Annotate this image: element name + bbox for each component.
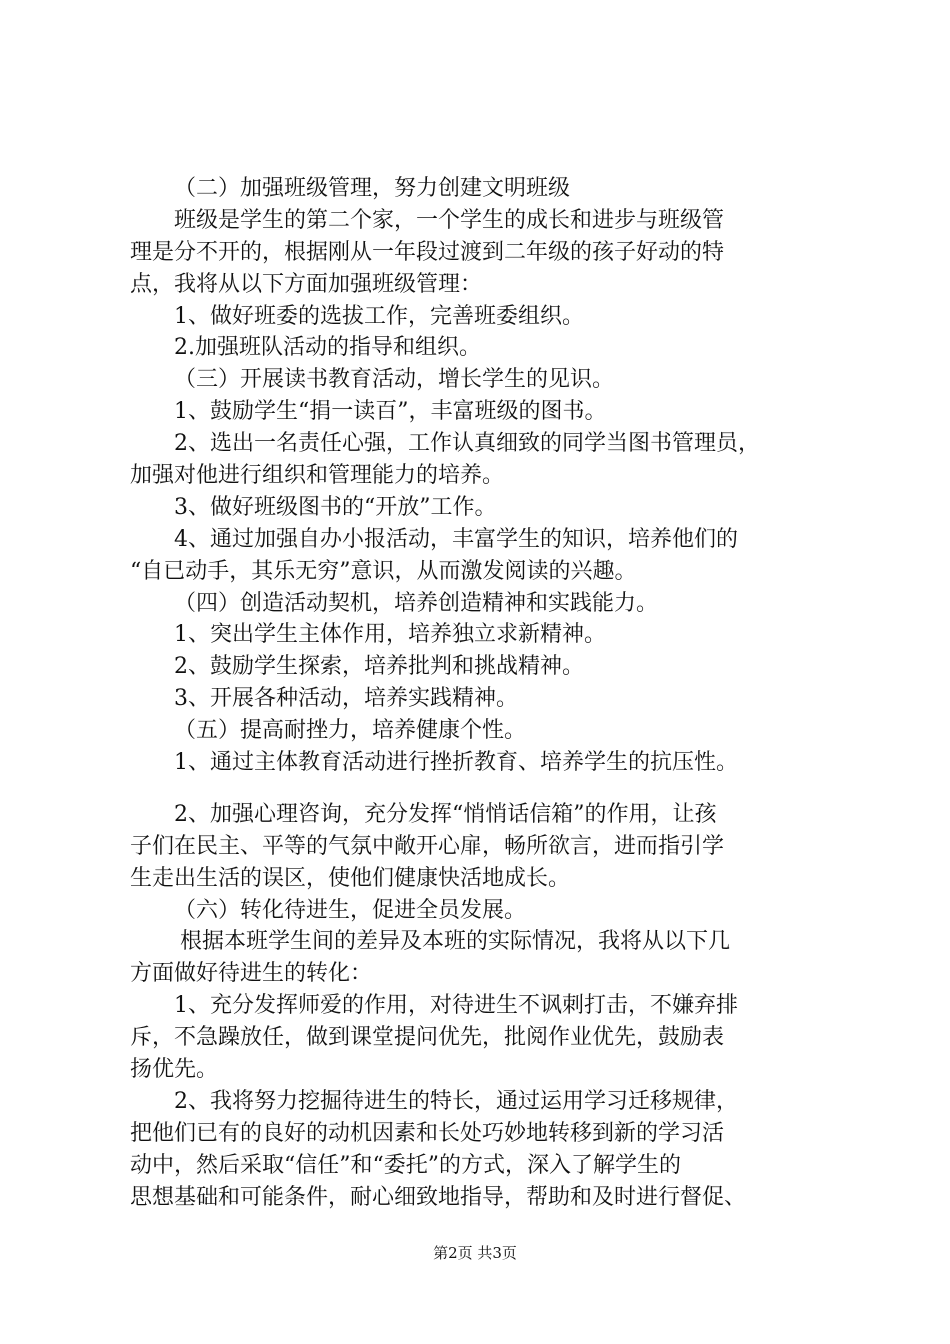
list-item: 2.加强班队活动的指导和组织。 bbox=[174, 335, 481, 361]
paragraph-line: 根据本班学生间的差异及本班的实际情况，我将从以下几 bbox=[180, 929, 731, 955]
list-item: 2、加强心理咨询，充分发挥“悄悄话信箱”的作用，让孩 bbox=[174, 801, 717, 827]
list-item: 3、开展各种活动，培养实践精神。 bbox=[174, 686, 518, 712]
list-item: 1、做好班委的选拔工作，完善班委组织。 bbox=[174, 303, 584, 329]
list-item: 1、突出学生主体作用，培养独立求新精神。 bbox=[174, 622, 606, 648]
section-heading-4: （四）创造活动契机，培养创造精神和实践能力。 bbox=[174, 590, 659, 616]
paragraph-line: 方面做好待进生的转化： bbox=[130, 961, 373, 987]
list-item: 2、鼓励学生探索，培养批判和挑战精神。 bbox=[174, 654, 584, 680]
section-heading-2: （二）加强班级管理，努力创建文明班级 bbox=[174, 176, 571, 201]
section-heading-3: （三）开展读书教育活动，增长学生的见识。 bbox=[174, 367, 615, 393]
paragraph-line: 思想基础和可能条件，耐心细致地指导，帮助和及时进行督促、 bbox=[130, 1184, 747, 1210]
list-item: 4、通过加强自办小报活动，丰富学生的知识，培养他们的 bbox=[174, 526, 738, 552]
section-heading-6: （六）转化待进生，促进全员发展。 bbox=[174, 897, 527, 923]
list-item: 1、通过主体教育活动进行挫折教育、培养学生的抗压性。 bbox=[174, 750, 738, 776]
paragraph-line: 生走出生活的误区，使他们健康快活地成长。 bbox=[130, 865, 571, 891]
page-number-footer: 第2页 共3页 bbox=[433, 1244, 517, 1262]
paragraph-line: 动中，然后采取“信任”和“委托”的方式，深入了解学生的 bbox=[130, 1152, 681, 1178]
paragraph-line: 扬优先。 bbox=[130, 1057, 219, 1083]
list-item: 2、选出一名责任心强，工作认真细致的同学当图书管理员， bbox=[174, 431, 760, 457]
document-body bbox=[130, 173, 835, 1214]
list-item: 1、鼓励学生“捐一读百”，丰富班级的图书。 bbox=[174, 399, 607, 425]
paragraph-line: 斥，不急躁放任，做到课堂提问优先，批阅作业优先，鼓励表 bbox=[130, 1025, 725, 1051]
paragraph-line: 加强对他进行组织和管理能力的培养。 bbox=[130, 463, 505, 489]
list-item: 1、充分发挥师爱的作用，对待进生不讽刺打击，不嫌弃排 bbox=[174, 993, 738, 1019]
paragraph-line: 理是分不开的，根据刚从一年段过渡到二年级的孩子好动的特 bbox=[130, 239, 725, 265]
section-heading-5: （五）提高耐挫力，培养健康个性。 bbox=[174, 718, 527, 744]
paragraph-line: 班级是学生的第二个家，一个学生的成长和进步与班级管 bbox=[174, 207, 725, 233]
paragraph-gap bbox=[130, 779, 835, 799]
paragraph-line: 把他们已有的良好的动机因素和长处巧妙地转移到新的学习活 bbox=[130, 1120, 725, 1146]
paragraph-line: 子们在民主、平等的气氛中敞开心扉，畅所欲言，进而指引学 bbox=[130, 833, 725, 859]
list-item: 2、我将努力挖掘待进生的特长，通过运用学习迁移规律， bbox=[174, 1088, 738, 1114]
paragraph-line: “自已动手，其乐无穷”意识，从而激发阅读的兴趣。 bbox=[130, 558, 637, 584]
list-item: 3、做好班级图书的“开放”工作。 bbox=[174, 494, 497, 520]
paragraph-line: 点，我将从以下方面加强班级管理： bbox=[130, 271, 483, 297]
